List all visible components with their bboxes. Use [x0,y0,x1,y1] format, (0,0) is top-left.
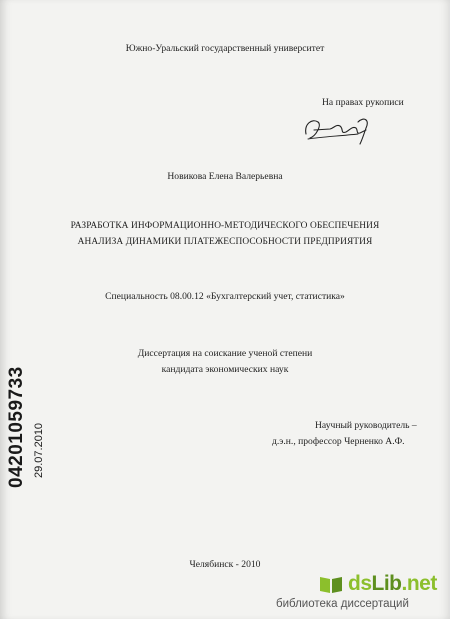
dissertation-title-line-1: РАЗРАБОТКА ИНФОРМАЦИОННО-МЕТОДИЧЕСКОГО ОБЕСПЕЧЕНИЯ [70,221,380,231]
book-icon [318,573,344,595]
watermark [276,570,448,616]
adviser-label: Научный руководитель – [315,420,417,431]
manuscript-rights-note: На правах рукописи [322,97,404,108]
library-stamp [6,366,66,618]
author-name: Новикова Елена Валерьевна [167,171,283,182]
degree-line-1: Диссертация на соискание ученой степени [137,348,313,359]
stamp-date: 29.07.2010 [33,422,45,478]
watermark-logo: dsLib.net [348,572,437,595]
degree-line-2: кандидата экономических наук [161,364,289,375]
specialty-line: Специальность 08.00.12 «Бухгалтерский учет, статистика» [105,291,345,302]
watermark-subtitle: библиотека диссертаций [276,598,409,610]
author-signature [300,112,380,146]
stamp-registration-number: 04201059733 [6,366,27,488]
adviser-name: д.э.н., профессор Черненко А.Ф. [272,436,405,447]
city-year: Челябинск - 2010 [189,559,261,570]
dissertation-title-line-2: АНАЛИЗА ДИНАМИКИ ПЛАТЕЖЕСПОСОБНОСТИ ПРЕДПРИЯТИЯ [77,237,373,247]
university-name: Южно-Уральский государственный университет [125,43,325,54]
